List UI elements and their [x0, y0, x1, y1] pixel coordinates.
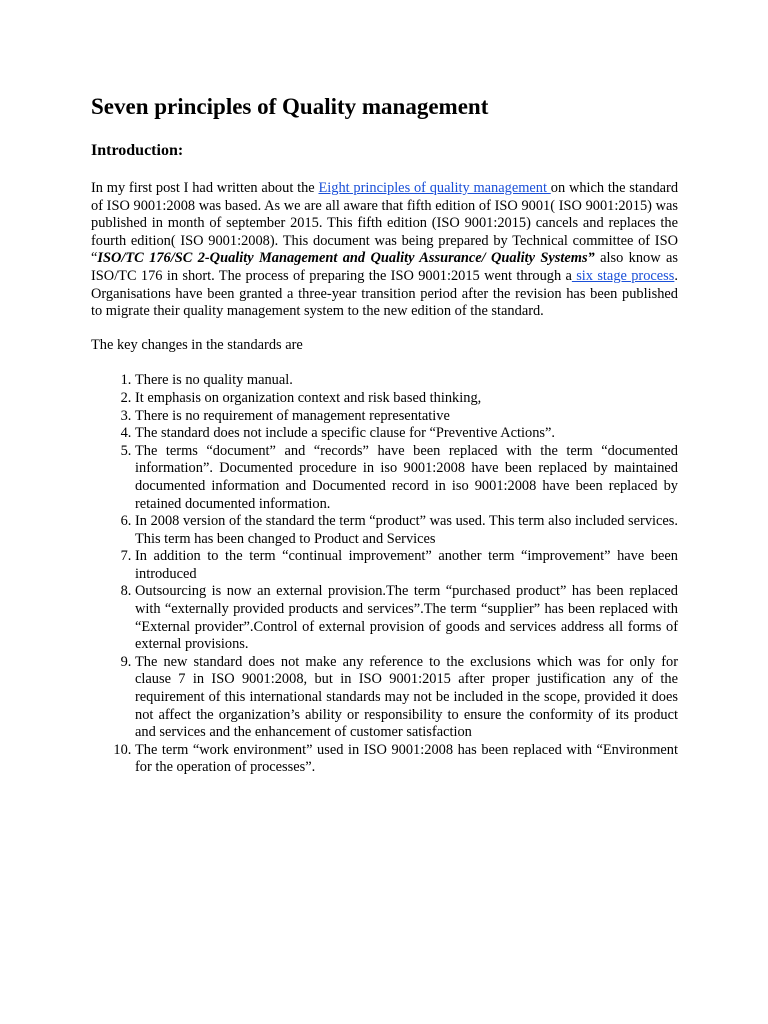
list-item: 8. Outsourcing is now an external provision.The term “purchased product” has been replaced with “externally provided products and services”.The term “supplier” has been replaced with “External provider”.Control of external provision of goods and services address all forms of external provisions.: [135, 583, 678, 653]
list-item: 2. It emphasis on organization context and risk based thinking,: [135, 390, 678, 408]
list-item: 5. The terms “document” and “records” have been replaced with the term “documented information”. Documented procedure in iso 9001:2008 have been replaced by maintained documented information and Documented record in iso 9001:2008 have been replaced by retained documented information.: [135, 443, 678, 513]
list-item: 9. The new standard does not make any reference to the exclusions which was for only for clause 7 in ISO 9001:2008, but in ISO 9001:2015 after proper justification any of the requirement of this international standards may not be included in the scope, provided it does not affect the organization’s ability or responsibility to ensure the conformity of its product and services and the enhancement of customer satisfaction: [135, 654, 678, 742]
key-changes-intro: The key changes in the standards are: [91, 336, 303, 353]
list-item: 4. The standard does not include a specific clause for “Preventive Actions”.: [135, 425, 678, 443]
intro-paragraph: [91, 180, 678, 321]
list-item: 10. The term “work environment” used in ISO 9001:2008 has been replaced with “Environment for the operation of processes”.: [135, 742, 678, 777]
eight-principles-link[interactable]: Eight principles of quality management: [318, 180, 551, 196]
six-stage-process-link[interactable]: six stage process: [571, 267, 675, 284]
intro-heading: Introduction:: [91, 142, 184, 159]
list-item: 3. There is no requirement of management representative: [135, 408, 678, 426]
intro-text-3: also know as ISO/TC 176 in short. The process of preparing the ISO 9001:2015 went through a: [91, 250, 678, 284]
intro-text-4: . Organisations have been granted a three-year transition period after the revision has been published to migrate their quality management system to the new edition of the standard.: [91, 267, 678, 320]
intro-text-2: on which the standard of ISO 9001:2008 was based. As we are all aware that fifth edition of ISO 9001( ISO 9001:2015) was published in month of september 2015. This fifth edition (ISO 9001:2015) cancels and replaces the fourth edition( ISO 9001:2008). This document was being prepared by Technical committee of ISO “: [91, 180, 679, 267]
page-title: Seven principles of Quality management: [91, 94, 489, 119]
list-item: 6. In 2008 version of the standard the term “product” was used. This term also included services. This term has been changed to Product and Services: [135, 513, 678, 548]
list-item: 7. In addition to the term “continual improvement” another term “improvement” have been introduced: [135, 548, 678, 583]
key-changes-list: [91, 372, 678, 777]
intro-text-1: In my first post I had written about the: [91, 180, 319, 196]
list-item: 1. There is no quality manual.: [135, 372, 678, 390]
iso-committee-name: ISO/TC 176/SC 2-Quality Management and Quality Assurance/ Quality Systems”: [97, 250, 595, 267]
